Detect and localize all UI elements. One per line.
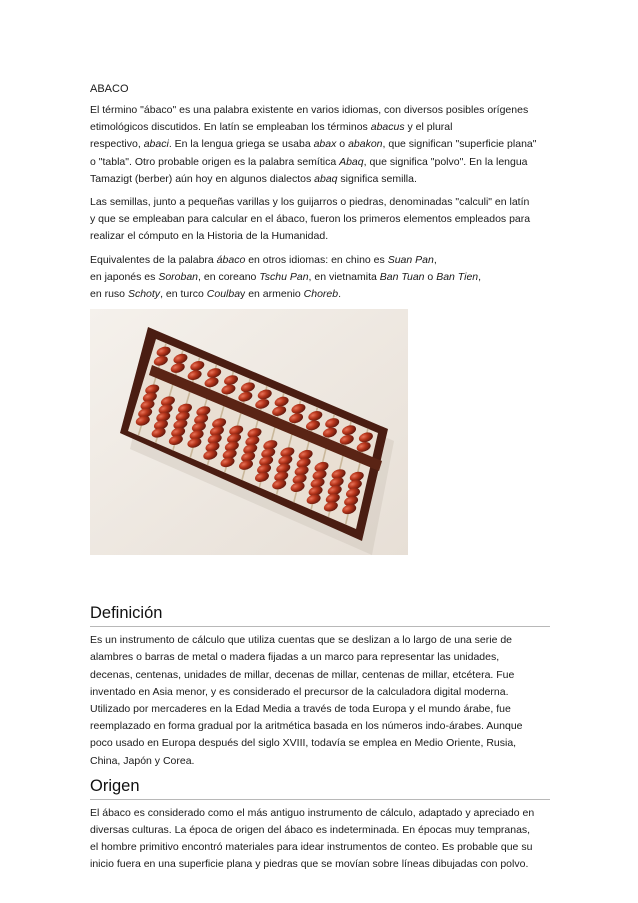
text-line: Utilizado por mercaderes en la Edad Media a través de toda Europa y el mundo árabe, fue <box>90 703 511 716</box>
text-line: poco usado en Europa después del siglo XVIII, todavía se emplea en Medio Oriente, Rusia, <box>90 737 517 750</box>
text-line: inventado en Asia menor, y es considerado el precursor de la calculadora digital moderna. <box>90 685 509 698</box>
text-line: Las semillas, junto a pequeñas varillas y los guijarros o piedras, denominadas "calculi" en latín <box>90 196 530 209</box>
document-title: ABACO <box>90 83 129 95</box>
text-line: etimológicos discutidos. En latín se empleaban los términos abacus y el plural <box>90 121 453 134</box>
text-line: alambres o barras de metal o madera fijadas a un marco para representar las unidades, <box>90 651 500 664</box>
intro-paragraph-2 <box>90 194 550 246</box>
text-line: decenas, centenas, unidades de millar, decenas de millar, centenas de millar, etcétera. Fue <box>90 668 515 681</box>
text-line: El ábaco es considerado como el más antiguo instrumento de cálculo, adaptado y apreciado en <box>90 806 535 819</box>
origen-paragraph <box>90 805 550 874</box>
text-line: y que se empleaban para calcular en el ábaco, fueron los primeros elementos empleados para <box>90 213 531 226</box>
section-heading-definicion: Definición <box>90 603 550 627</box>
text-line: inicio fuera en una superficie plana y piedras que se movían sobre líneas dibujadas con polvo. <box>90 858 529 871</box>
intro-paragraph-3 <box>90 252 550 304</box>
section-heading-origen: Origen <box>90 776 550 800</box>
document-content <box>90 82 550 880</box>
text-line: Equivalentes de la palabra ábaco en otros idiomas: en chino es Suan Pan, <box>90 253 437 266</box>
text-line: o "tabla". Otro probable origen es la palabra semítica Abaq, que significa "polvo". En la lengua <box>90 155 528 168</box>
text-line: El término "ábaco" es una palabra existente en varios idiomas, con diversos posibles orígenes <box>90 104 529 116</box>
text-line: reemplazado en forma gradual por la aritmética basada en los números indo-árabes. Aunque <box>90 720 523 733</box>
text-line: Es un instrumento de cálculo que utiliza cuentas que se deslizan a lo largo de una serie de <box>90 634 513 647</box>
text-line: en japonés es Soroban, en coreano Tschu Pan, en vietnamita Ban Tuan o Ban Tien, <box>90 270 482 283</box>
intro-paragraph-1 <box>90 102 550 188</box>
text-line: respectivo, abaci. En la lengua griega se usaba abax o abakon, que significan "superficie plana" <box>90 138 537 151</box>
text-line: China, Japón y Corea. <box>90 754 195 767</box>
text-line: el hombre primitivo encontró materiales para idear instrumentos de conteo. Es probable que su <box>90 841 533 854</box>
abacus-illustration <box>90 309 408 555</box>
abacus-photo <box>90 309 408 555</box>
text-line: realizar el cómputo en la Historia de la Humanidad. <box>90 230 329 243</box>
text-line: diversas culturas. La época de origen del ábaco es indeterminada. En épocas muy tempranas, <box>90 824 531 837</box>
definicion-paragraph <box>90 632 550 770</box>
text-line: Tamazigt (berber) aún hoy en algunos dialectos abaq significa semilla. <box>90 172 417 185</box>
text-line: en ruso Schoty, en turco Coulbay en armenio Choreb. <box>90 288 342 301</box>
